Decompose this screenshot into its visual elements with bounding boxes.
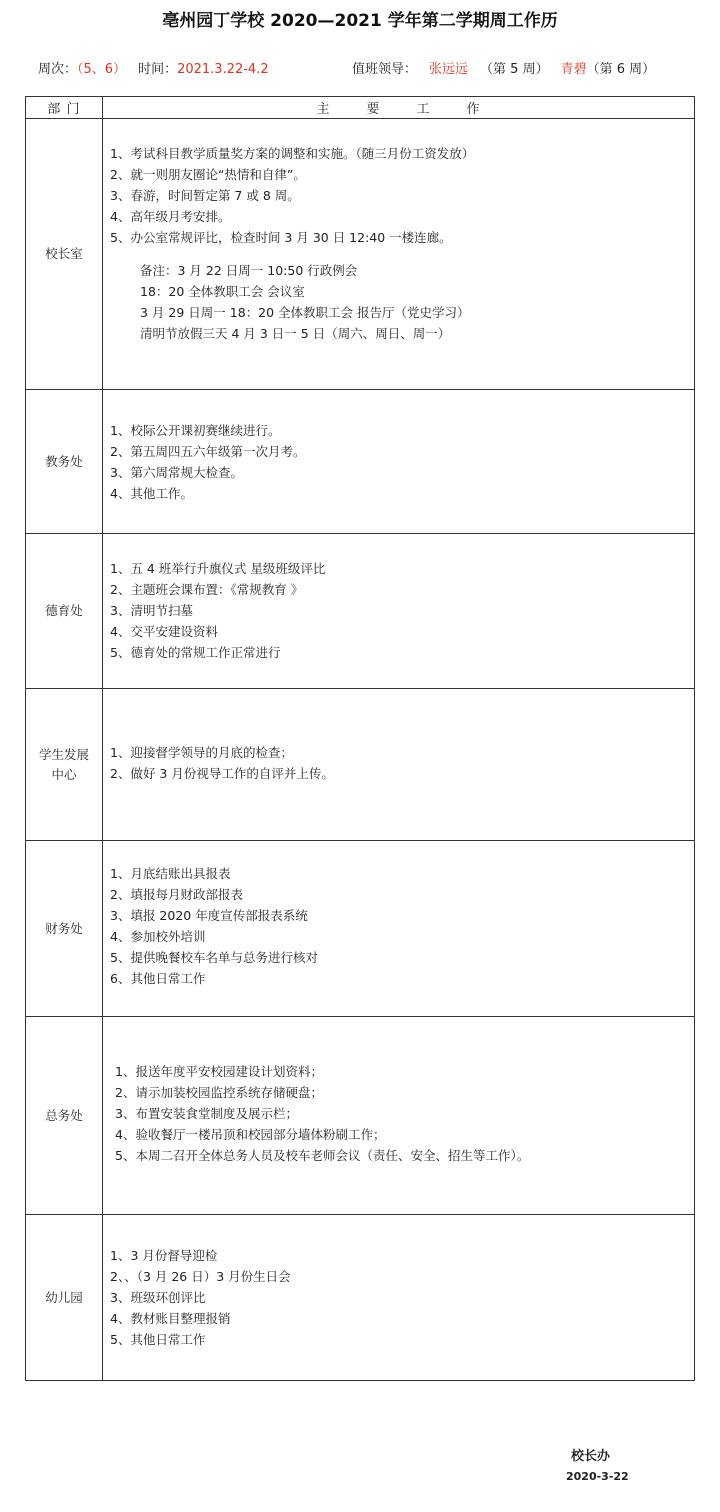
work-item: 5、德育处的常规工作正常进行 — [110, 645, 281, 660]
work-item: 3、布置安装食堂制度及展示栏； — [115, 1106, 298, 1121]
work-item: 5、其他日常工作 — [110, 1332, 206, 1347]
week-label: 周次： — [38, 62, 78, 77]
table-row — [26, 534, 695, 689]
work-item: 3、填报 2020 年度宣传部报表系统 — [110, 908, 308, 923]
leader-label: 值班领导： — [352, 62, 418, 77]
work-item: 4、高年级月考安排。 — [110, 209, 231, 224]
note-line: 18：20 全体教职工会 会议室 — [140, 284, 305, 299]
dept-kindergarten: 幼儿园 — [26, 1215, 103, 1381]
work-item: 3、班级环创评比 — [110, 1290, 206, 1305]
work-item: 1、考试科目教学质量奖方案的调整和实施。（随三月份工资发放） — [110, 146, 475, 161]
header-char: 工 — [416, 102, 431, 117]
main-work-column-header — [103, 97, 695, 119]
work-item: 1、迎接督学领导的月底的检查； — [110, 745, 293, 760]
work-cell — [103, 119, 695, 390]
table-row — [26, 841, 695, 1017]
note-block — [110, 260, 694, 344]
note-line: 清明节放假三天 4 月 3 日一 5 日（周六、周日、周一） — [140, 326, 451, 341]
work-item: 5、办公室常规评比，检查时间 3 月 30 日 12:40 一楼连廊。 — [110, 230, 452, 245]
week-time-info — [38, 58, 269, 77]
work-item: 2、请示加装校园监控系统存储硬盘； — [115, 1085, 323, 1100]
work-item: 2、主题班会课布置：《常规教育 》 — [110, 582, 304, 597]
table-row — [26, 1215, 695, 1381]
header-char: 主 — [316, 102, 331, 117]
table-row — [26, 119, 695, 390]
work-item: 5、提供晚餐校车名单与总务进行核对 — [110, 950, 318, 965]
dept-general-affairs-office: 总务处 — [26, 1017, 103, 1215]
time-label: 时间： — [138, 62, 178, 77]
time-value: 2021.3.22-4.2 — [177, 62, 269, 77]
work-item: 2、、（3 月 26 日）3 月份生日会 — [110, 1269, 291, 1284]
work-cell — [103, 1215, 695, 1381]
work-item: 3、清明节扫墓 — [110, 603, 193, 618]
header-char: 作 — [466, 102, 481, 117]
leader2-name: 青碧 — [560, 62, 587, 77]
signature-date: 2020-3-22 — [566, 1470, 629, 1483]
leader1-name: 张远远 — [429, 62, 469, 77]
table-row — [26, 1017, 695, 1215]
week-value: （5、6） — [77, 62, 127, 77]
work-cell — [103, 390, 695, 534]
work-item: 4、参加校外培训 — [110, 929, 206, 944]
work-item: 4、验收餐厅一楼吊顶和校园部分墙体粉刷工作； — [115, 1127, 386, 1142]
signature: 校长办 — [571, 1449, 611, 1464]
table-row — [26, 689, 695, 841]
table-row — [26, 390, 695, 534]
work-item: 4、其他工作。 — [110, 486, 193, 501]
work-item: 4、教材账目整理报销 — [110, 1311, 231, 1326]
dept-academic-office: 教务处 — [26, 390, 103, 534]
work-item: 2、填报每月财政部报表 — [110, 887, 243, 902]
table-header-row — [26, 97, 695, 119]
work-cell — [103, 534, 695, 689]
work-item: 2、第五周四五六年级第一次月考。 — [110, 444, 306, 459]
work-item: 5、本周二召开全体总务人员及校车老师会议（责任、安全、招生等工作）。 — [115, 1148, 530, 1163]
work-item: 1、五 4 班举行升旗仪式 星级班级评比 — [110, 561, 326, 576]
dept-finance-office: 财务处 — [26, 841, 103, 1017]
work-item: 1、报送年度平安校园建设计划资料； — [115, 1064, 323, 1079]
dept-principal-office: 校长室 — [26, 119, 103, 390]
dept-student-development-center: 学生发展中心 — [26, 689, 103, 841]
work-item: 6、其他日常工作 — [110, 971, 206, 986]
work-cell — [103, 689, 695, 841]
page-title: 亳州园丁学校 2020—2021 学年第二学期周工作历 — [162, 11, 558, 31]
header-char: 要 — [366, 102, 381, 117]
work-item: 4、交平安建设资料 — [110, 624, 218, 639]
leader1-week: （第 5 周） — [480, 62, 549, 77]
duty-leader-info — [352, 58, 655, 77]
work-item: 2、就一则朋友圈论“热情和自律”。 — [110, 167, 306, 182]
work-item: 1、校际公开课初赛继续进行。 — [110, 423, 281, 438]
work-item: 3、春游，时间暂定第 7 或 8 周。 — [110, 188, 300, 203]
leader2-week: （第 6 周） — [586, 62, 656, 77]
work-item: 2、做好 3 月份视导工作的自评并上传。 — [110, 766, 334, 781]
dept-moral-education-office: 德育处 — [26, 534, 103, 689]
work-item: 3、第六周常规大检查。 — [110, 465, 243, 480]
work-cell — [103, 1017, 695, 1215]
work-schedule-table — [25, 96, 695, 1381]
dept-column-header: 部 门 — [26, 97, 103, 119]
work-item: 1、3 月份督导迎检 — [110, 1248, 218, 1263]
note-line: 备注：3 月 22 日周一 10:50 行政例会 — [140, 263, 358, 278]
note-line: 3 月 29 日周一 18：20 全体教职工会 报告厅（党史学习） — [140, 305, 470, 320]
work-item: 1、月底结账出具报表 — [110, 866, 231, 881]
work-cell — [103, 841, 695, 1017]
